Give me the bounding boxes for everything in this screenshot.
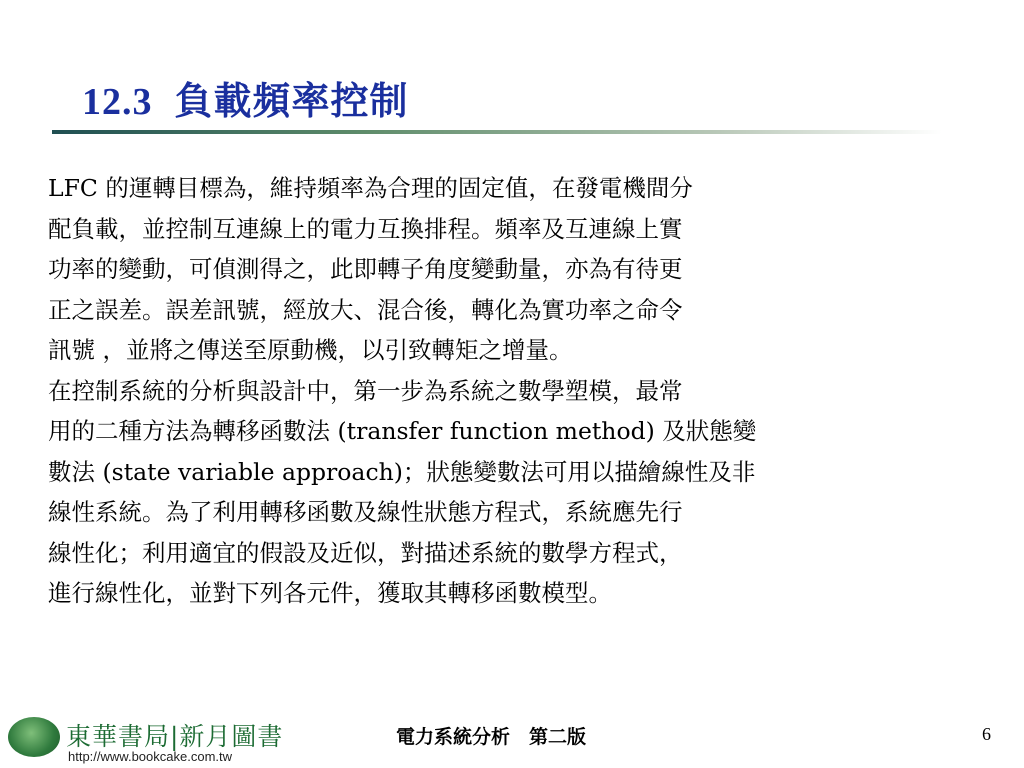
- paragraph-1: [48, 168, 993, 371]
- publisher-name: 東華書局|新月圖書: [66, 722, 284, 751]
- text-line: 正之誤差。誤差訊號，經放大、混合後，轉化為實功率之命令: [48, 295, 683, 324]
- section-title: 負載頻率控制: [174, 78, 409, 123]
- slide-title: [82, 70, 409, 125]
- section-number: 12.3: [82, 81, 153, 123]
- text-line: 用的二種方法為轉移函數法 (transfer function method) 及狀態變: [48, 417, 757, 445]
- text-line: 線性化；利用適宜的假設及近似，對描述系統的數學方程式，: [48, 538, 683, 567]
- text-line: 線性系統。為了利用轉移函數及線性狀態方程式，系統應先行: [48, 498, 683, 526]
- text-line: 在控制系統的分析與設計中，第一步為系統之數學塑模，最常: [48, 376, 683, 405]
- text-line: 數法 (state variable approach)；狀態變數法可用以描繪線性及非: [48, 457, 756, 486]
- publisher-logo: [8, 713, 284, 765]
- title-underline: [52, 130, 942, 134]
- body-text: [48, 168, 993, 614]
- text-line: 功率的變動，可偵測得之，此即轉子角度變動量，亦為有待更: [48, 255, 683, 283]
- text-line: 訊號 ，並將之傳送至原動機，以引致轉矩之增量。: [48, 336, 573, 364]
- footer-book-title: 電力系統分析 第二版: [396, 726, 587, 748]
- page-number: 6: [982, 724, 991, 744]
- text-line: 進行線性化，並對下列各元件，獲取其轉移函數模型。: [48, 579, 612, 607]
- text-line: LFC 的運轉目標為，維持頻率為合理的固定值，在發電機間分: [48, 174, 693, 202]
- globe-icon: [8, 717, 60, 757]
- text-line: 配負載，並控制互連線上的電力互換排程。頻率及互連線上實: [48, 214, 683, 243]
- publisher-url: http://www.bookcake.com.tw: [68, 749, 233, 764]
- paragraph-2: [48, 371, 993, 614]
